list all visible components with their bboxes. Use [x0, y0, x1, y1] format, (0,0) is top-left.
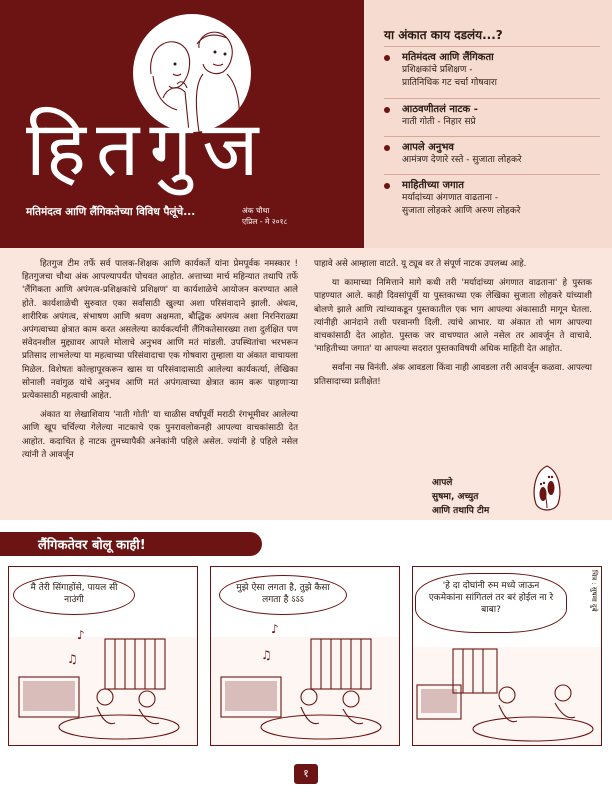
- page-number: १: [294, 764, 318, 784]
- comic-panel-3: [412, 566, 602, 746]
- toc-item-desc: [402, 116, 602, 129]
- toc-item-title: माहितीच्या जगात: [402, 180, 464, 191]
- toc-item-desc: [402, 64, 602, 90]
- toc-item-title: आपले अनुभव: [402, 142, 454, 153]
- svg-text:♫: ♫: [261, 648, 272, 662]
- speech-bubble: मुझे ऐसा लगता है, तुझे कैसा लगता है ऽऽऽ: [219, 575, 347, 615]
- bullet-icon: [384, 107, 390, 113]
- svg-text:♫: ♫: [67, 652, 78, 666]
- editorial-signoff: [432, 476, 489, 518]
- editorial-paragraph: सर्वांना नम्र विनंती. अंक आवडला किंवा नाही आवडला तरी आवर्जून कळवा. आपल्या प्रतिसादाच्या प्रतीक्षेत!: [314, 363, 592, 387]
- toc-item-title: मतिमंदत्व आणि लैंगिकता: [402, 52, 494, 63]
- editorial-paragraph: हितगुज टीम तर्फे सर्व पालक-शिक्षक आणि कार्यकर्ते यांना प्रेमपूर्वक नमस्कार ! हितगुजचा चौथा अंक आपल्यापर्यंत पोचवत आहोत. अत्ताच्या मार्च महिन्यात तथापि तर्फे 'लैंगिकता आणि अपंगत्व-प्रशिक्षकांचे प्रशिक्षण' या कार्यशाळेचे आयोजन करण्यात आले होते. कार्यशाळेची सुरुवात एका सर्वांसाठी खुल्या अशा परिसंवादाने झाली. अंधत्व, शारीरिक अपंगत्व, संभाषण आणि श्रवण अक्षमता, बौद्धिक अपंगत्व अशा निरनिराळ्या अपंगत्वाच्या क्षेत्रात काम करत असलेल्या कार्यकर्त्यांनी लैंगिकतेसारख्या तशा दुर्लक्षित पण संवेदनशील मुद्द्यावर आपले मोलाचे अनुभव आणि मतं मांडली. उपस्थितांचा भरभरून प्रतिसाद लाभलेल्या या महत्वाच्या परिसंवादाचा एक गोषवारा तुम्हाला या अंकात वाचायला मिळेल. विशेषतः कोल्हापूरकरून खास या परिसंवादासाठी आलेल्या कार्यकर्त्या, लेखिका सोनाली नवांगुळ यांचे अनुभव आणि मतं अपंगत्वाच्या क्षेत्रात काम करू पाहणाऱ्या प्रत्येकासाठी महत्वाची आहेत.: [22, 259, 298, 402]
- editorial-paragraph: या कामाच्या निमित्ताने मागे कधी तरी 'मर्यादांच्या अंगणात वाढताना' हे पुस्तक पाहण्यात आले. काही दिवसांपूर्वी या पुस्तकाच्या एक लेखिका सुजाता लोहकरे यांच्याशी बोलणे झाले आणि त्यांच्याकडून पुस्तकातील एक भाग आपल्या अंकासाठी मागून घेतला. त्यांनीही आनंदाने तशी परवानगी दिली. त्यांचे आभार. या अंकात तो भाग आपल्या वाचकांसाठी देत आहोत. पुस्तक जर वाचण्यात आले नसेल तर आवर्जून ते वाचावे. 'माहितीच्या जगात' या आपल्या सदरात पुस्तकाविषयी अधिक माहिती देत आहोत.: [314, 278, 592, 355]
- toc-item: [384, 98, 600, 135]
- toc-item-desc-line: सुजाता लोहकरे आणि अरुण लोहकरे: [402, 206, 521, 216]
- editorial-paragraph: अंकात या लेखाशिवाय 'नाती गोती' या चाळीस वर्षांपूर्वी मराठी रंगभूमीवर आलेल्या आणि खूप चर्चिल्या गेलेल्या नाटकाचे एक पुनरावलोकनही आपल्या वाचकांसाठी देत आहोत. कदाचित हे नाटक तुमच्यापैकी अनेकांनी पहिले असेल. ज्यांनी हे पहिले नसेल त्यांनी ते आवर्जून: [22, 410, 298, 460]
- footprints-logo-icon: [530, 464, 564, 512]
- toc-item-desc-line: प्रातिनिधिक गट चर्चा गोषवारा: [402, 78, 497, 88]
- speech-bubble: 'हे दा दोघांनी रुम मध्ये जाऊन एकमेकांना सांगितलं तर बरं होईल ना रे बाबा?: [415, 573, 567, 633]
- toc-item-desc-line: मर्यादांच्या अंगणात वाढताना -: [402, 193, 499, 203]
- issue-date: एप्रिल - मे २०१८: [242, 217, 288, 226]
- editorial-left-column: [22, 258, 298, 468]
- illustration-credit: चित्र : सुषमा दुबे: [590, 570, 598, 612]
- section-title: लैंगिकतेवर बोलू काही!: [38, 538, 146, 553]
- toc-item-desc-line: प्रशिक्षकांचे प्रशिक्षण -: [402, 65, 473, 75]
- bullet-icon: [384, 55, 390, 61]
- toc-item: [384, 174, 600, 225]
- toc-item-title: आठवणीतलं नाटक -: [402, 104, 478, 115]
- toc-item-desc-line: आमंत्रण देणारे रस्ते - सुजाता लोहकरे: [402, 155, 522, 165]
- comic-panel-1: [8, 566, 198, 746]
- svg-text:♪: ♪: [77, 628, 85, 642]
- toc-item: [384, 136, 600, 173]
- issue-info: [242, 205, 287, 227]
- svg-text:♪: ♪: [271, 622, 279, 636]
- masthead-tagline: मतिमंदत्व आणि लैंगिकतेच्या विविध पैलूंचे...: [26, 206, 196, 218]
- comic-panel-2: [210, 566, 400, 746]
- toc-item-desc-line: नाती गोती - निहार सप्रे: [402, 117, 476, 127]
- editorial-right-column: [314, 258, 592, 395]
- header: [0, 0, 612, 248]
- signoff-line: आपले: [432, 478, 453, 488]
- masthead-title: हितगुज: [26, 104, 269, 193]
- bullet-icon: [384, 145, 390, 151]
- editorial-paragraph: पाहावे असे आम्हाला वाटते. यू ट्यूब वर ते संपूर्ण नाटक उपलब्ध आहे.: [314, 259, 527, 269]
- bullet-icon: [384, 183, 390, 189]
- issue-number: अंक चौथा: [242, 206, 270, 215]
- speech-bubble: मै तेरी सिंगाहोंसे, पायल सी नाउंगी: [13, 575, 135, 615]
- toc-heading: या अंकात काय दडलंय...?: [384, 28, 503, 42]
- signoff-line: सुषमा, अच्युत: [432, 492, 479, 502]
- toc-item: [384, 46, 600, 97]
- toc-item-desc: [402, 154, 602, 167]
- signoff-line: आणि तथापि टीम: [432, 506, 490, 516]
- toc-item-desc: [402, 192, 602, 218]
